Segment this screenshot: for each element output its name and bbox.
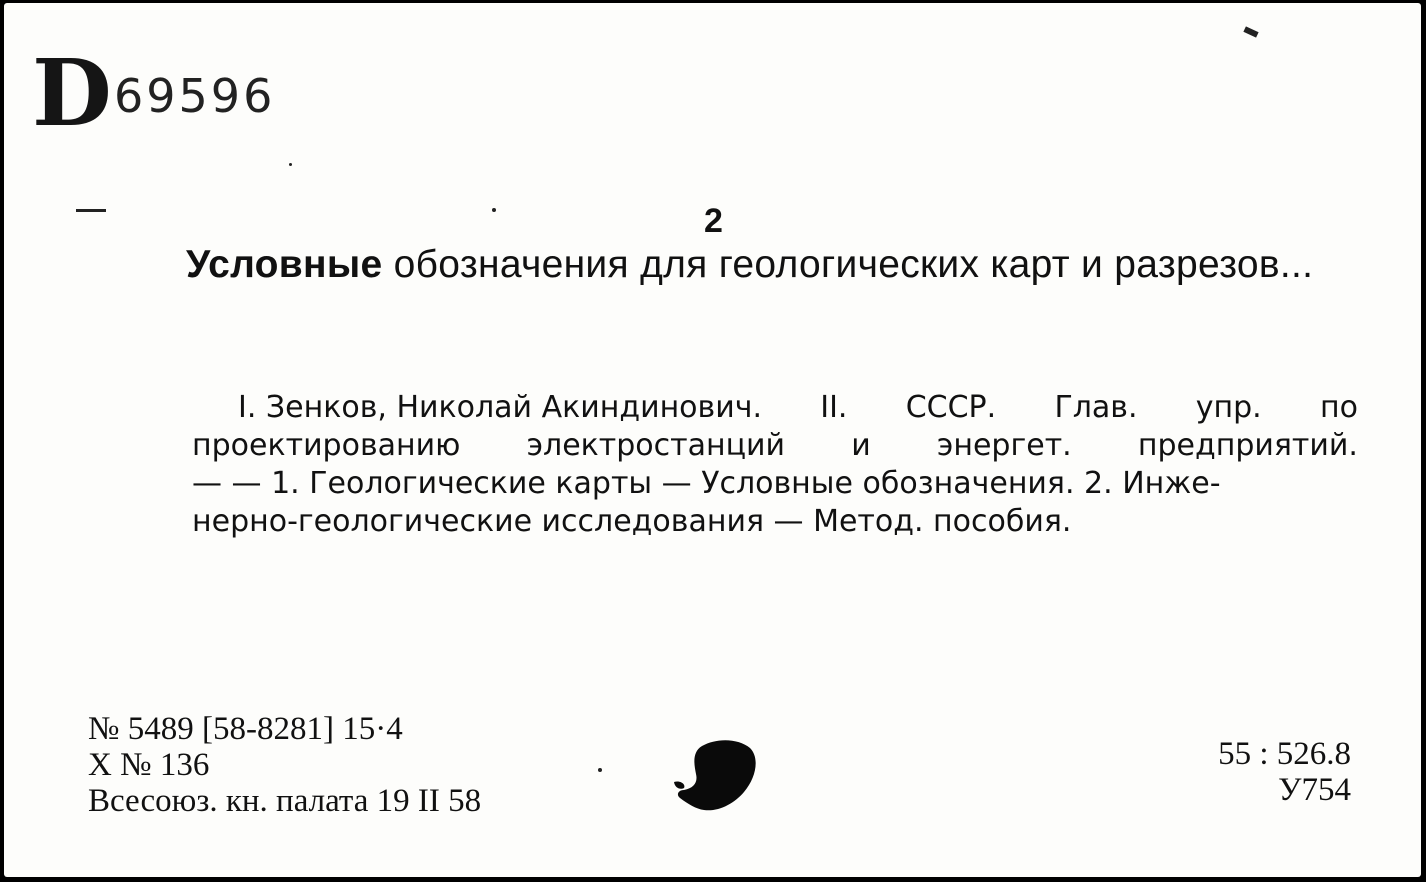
inventory-letter: D <box>32 39 110 147</box>
dust-speck <box>1243 26 1258 37</box>
tracing-line <box>192 389 1358 427</box>
catalog-card <box>4 3 1421 877</box>
author-mark: У754 <box>1278 772 1351 808</box>
tracing-word: II. <box>820 390 848 425</box>
tracing-word: по <box>1319 390 1358 425</box>
card-number: 2 <box>704 202 723 240</box>
classification-block <box>1218 736 1351 808</box>
dust-speck <box>598 768 602 772</box>
title-bold-word: Условные <box>186 243 383 286</box>
tracing-word: и <box>851 428 871 463</box>
ink-blot-icon <box>672 738 758 814</box>
imprint-line-2: X № 136 <box>88 747 210 783</box>
tracing-text: нерно-геологические исследования — Метод. пособия. <box>192 504 1072 539</box>
dash-mark <box>76 209 106 212</box>
card-title <box>186 239 1313 291</box>
tracing-word: предприятий. <box>1137 428 1358 463</box>
udc-index: 55 : 526.8 <box>1218 736 1351 772</box>
tracing-word: упр. <box>1195 390 1262 425</box>
tracing-line <box>192 465 1358 503</box>
dust-speck <box>492 208 496 212</box>
imprint-block <box>88 711 481 819</box>
dust-speck <box>289 163 292 166</box>
tracing-line <box>192 427 1358 465</box>
tracing-word: электростанций <box>526 428 786 463</box>
tracings <box>192 389 1358 541</box>
imprint-line-1: № 5489 [58-8281] 15·4 <box>88 711 403 747</box>
tracing-text: — — 1. Геологические карты — Условные обозначения. 2. Инже- <box>192 466 1221 501</box>
tracing-word: СССР. <box>905 390 997 425</box>
tracing-line <box>192 503 1358 541</box>
tracing-word: I. Зенков, Николай Акиндинович. <box>238 390 762 425</box>
tracing-word: Глав. <box>1054 390 1138 425</box>
inventory-number: 69596 <box>114 69 276 123</box>
tracing-word: проектированию <box>192 428 461 463</box>
imprint-line-3: Всесоюз. кн. палата 19 II 58 <box>88 783 482 819</box>
title-rest: обозначения для геологических карт и разрезов... <box>382 243 1314 286</box>
tracing-word: энергет. <box>936 428 1072 463</box>
